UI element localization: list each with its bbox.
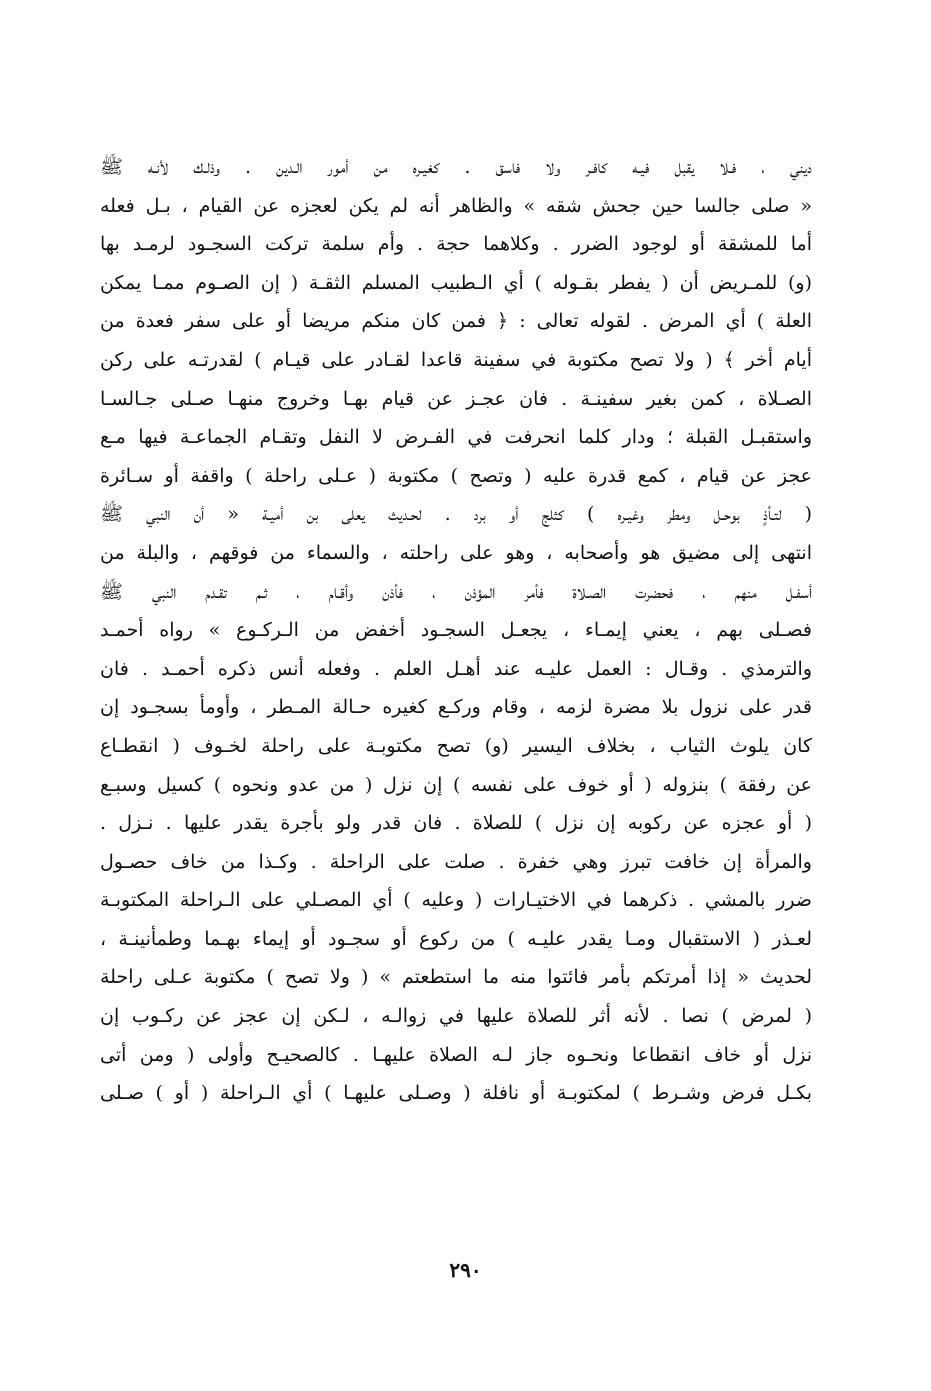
text-line: والترمذي . وقـال : العمل عليـه عند أهـل العلم . وفعله أنس ذكره أحمـد . فان xyxy=(100,657,812,680)
body-text xyxy=(100,148,812,1113)
text-line: ديني ، فـلا يقبل فيـه كافـر ولا فاسق . كغيـره من أمور الـدين . وذلـك لأنـه ﷺ xyxy=(100,156,812,178)
text-line: نزل أو خاف انقطاعا ونحـوه جاز لـه الصلاة عليهـا . كالصحيـح وأولى ( ومن أتى xyxy=(100,1043,812,1066)
text-line: أما للمشقة أو لوجود الضرر . وكلاهما حجة . وأم سلمة تركت السجـود لرمـد بها xyxy=(100,233,812,256)
text-line: « صلى جالسا حين جحش شقه » والظاهر أنه لم يكن لعجزه عن القيام ، بـل فعله xyxy=(100,194,812,217)
text-line: انتهى إلى مضيق هو وأصحابه ، وهو على راحلته ، والسماء من فوقهم ، والبلة من xyxy=(100,541,812,564)
text-line: لحديث « إذا أمرتكم بأمر فائتوا منه ما استطعتم » ( ولا تصح ) مكتوبة عـلى راحلة xyxy=(100,966,812,989)
text-line: أسفـل منهم ، فحضرت الصـلاة فأمر المؤذن ، فأذن وأقـام ، ثـم تقـدم النبي ﷺ xyxy=(100,580,812,603)
text-line: العلة ) أي المرض . لقوله تعالى : ﴿ فمن كان منكم مريضا أو على سفر فعدة من xyxy=(100,310,812,333)
text-line: والمرأة إن خافت تبرز وهي خفرة . صلت على الراحلة . وكـذا من خاف حصـول xyxy=(100,850,812,873)
text-line: قدر على نزول بلا مضرة لزمه ، وقام وركـع كغيره حـالة المـطر ، وأومأ بسجـود إن xyxy=(100,696,812,719)
text-line: ( لمرض ) نصا . لأنه أثر للصلاة عليها في زوالـه ، لـكن إن عجز عن ركـوب إن xyxy=(100,1005,812,1028)
text-line: عن رفقة ) بنزوله ( أو خوف على نفسه ) إن نزل ( من عدو ونحوه ) كسيل وسبـع xyxy=(100,773,812,796)
text-line: واستقبـل القبلة ؛ ودار كلما انحرفت في الفـرض لا النفل وتقـام الجماعـة فيها مـع xyxy=(100,426,812,449)
text-line: الصـلاة ، كمن بغير سفينـة . فان عجـز عن قيام بهـا وخروج منهـا صـلى جـالسـا xyxy=(100,387,812,410)
text-line: (و) للمـريض أن ( يفطر بقـوله ) أي الـطبيب المسلم الثقـة ( إن الصـوم ممـا يمكن xyxy=(100,271,812,294)
text-line: ( أو عجزه عن ركوبه إن نزل ) للصلاة . فان قدر ولو بأجرة يقدر عليها . نـزل . xyxy=(100,812,812,835)
text-line: ضرر بالمشي . ذكرهما في الاختيـارات ( وعليه ) أي المصـلي على الـراحلة المكتوبـة xyxy=(100,889,812,912)
text-line: فصـلى بهم ، يعني إيمـاء ، يجعـل السجـود أخفض من الـركـوع » رواه أحمـد xyxy=(100,619,812,642)
text-line: ( لتـأذٍ بوحـل ومطر وغيـره ) كثلج أو برد . لحـديث يعلى بن أميـة « أن النبي ﷺ xyxy=(100,503,812,526)
text-line: لعـذر ( الاستقبال ومـا يقدر عليـه ) من ركوع أو سجـود أو إيماء بهـما وطمأنينـة ، xyxy=(100,927,812,950)
text-line: عجز عن قيام ، كمع قدرة عليه ( وتصح ) مكتوبة ( عـلى راحلة ) واقفة أو سـائرة xyxy=(100,464,812,487)
page-number: ٢٩٠ xyxy=(449,1258,482,1282)
text-line: كان يلوث الثياب ، بخلاف اليسير (و) تصح مكتوبـة على راحلة لخـوف ( انقطـاع xyxy=(100,734,812,757)
text-line: بكـل فرض وشـرط ) لمكتوبـة أو نافلة ( وصـلى عليهـا ) أي الـراحلة ( أو ) صـلى xyxy=(100,1082,812,1105)
text-line: أيام أخر ﴾ ( ولا تصح مكتوبة في سفينة قاعدا لقـادر على قيـام ) لقدرتـه على ركن xyxy=(100,348,812,371)
